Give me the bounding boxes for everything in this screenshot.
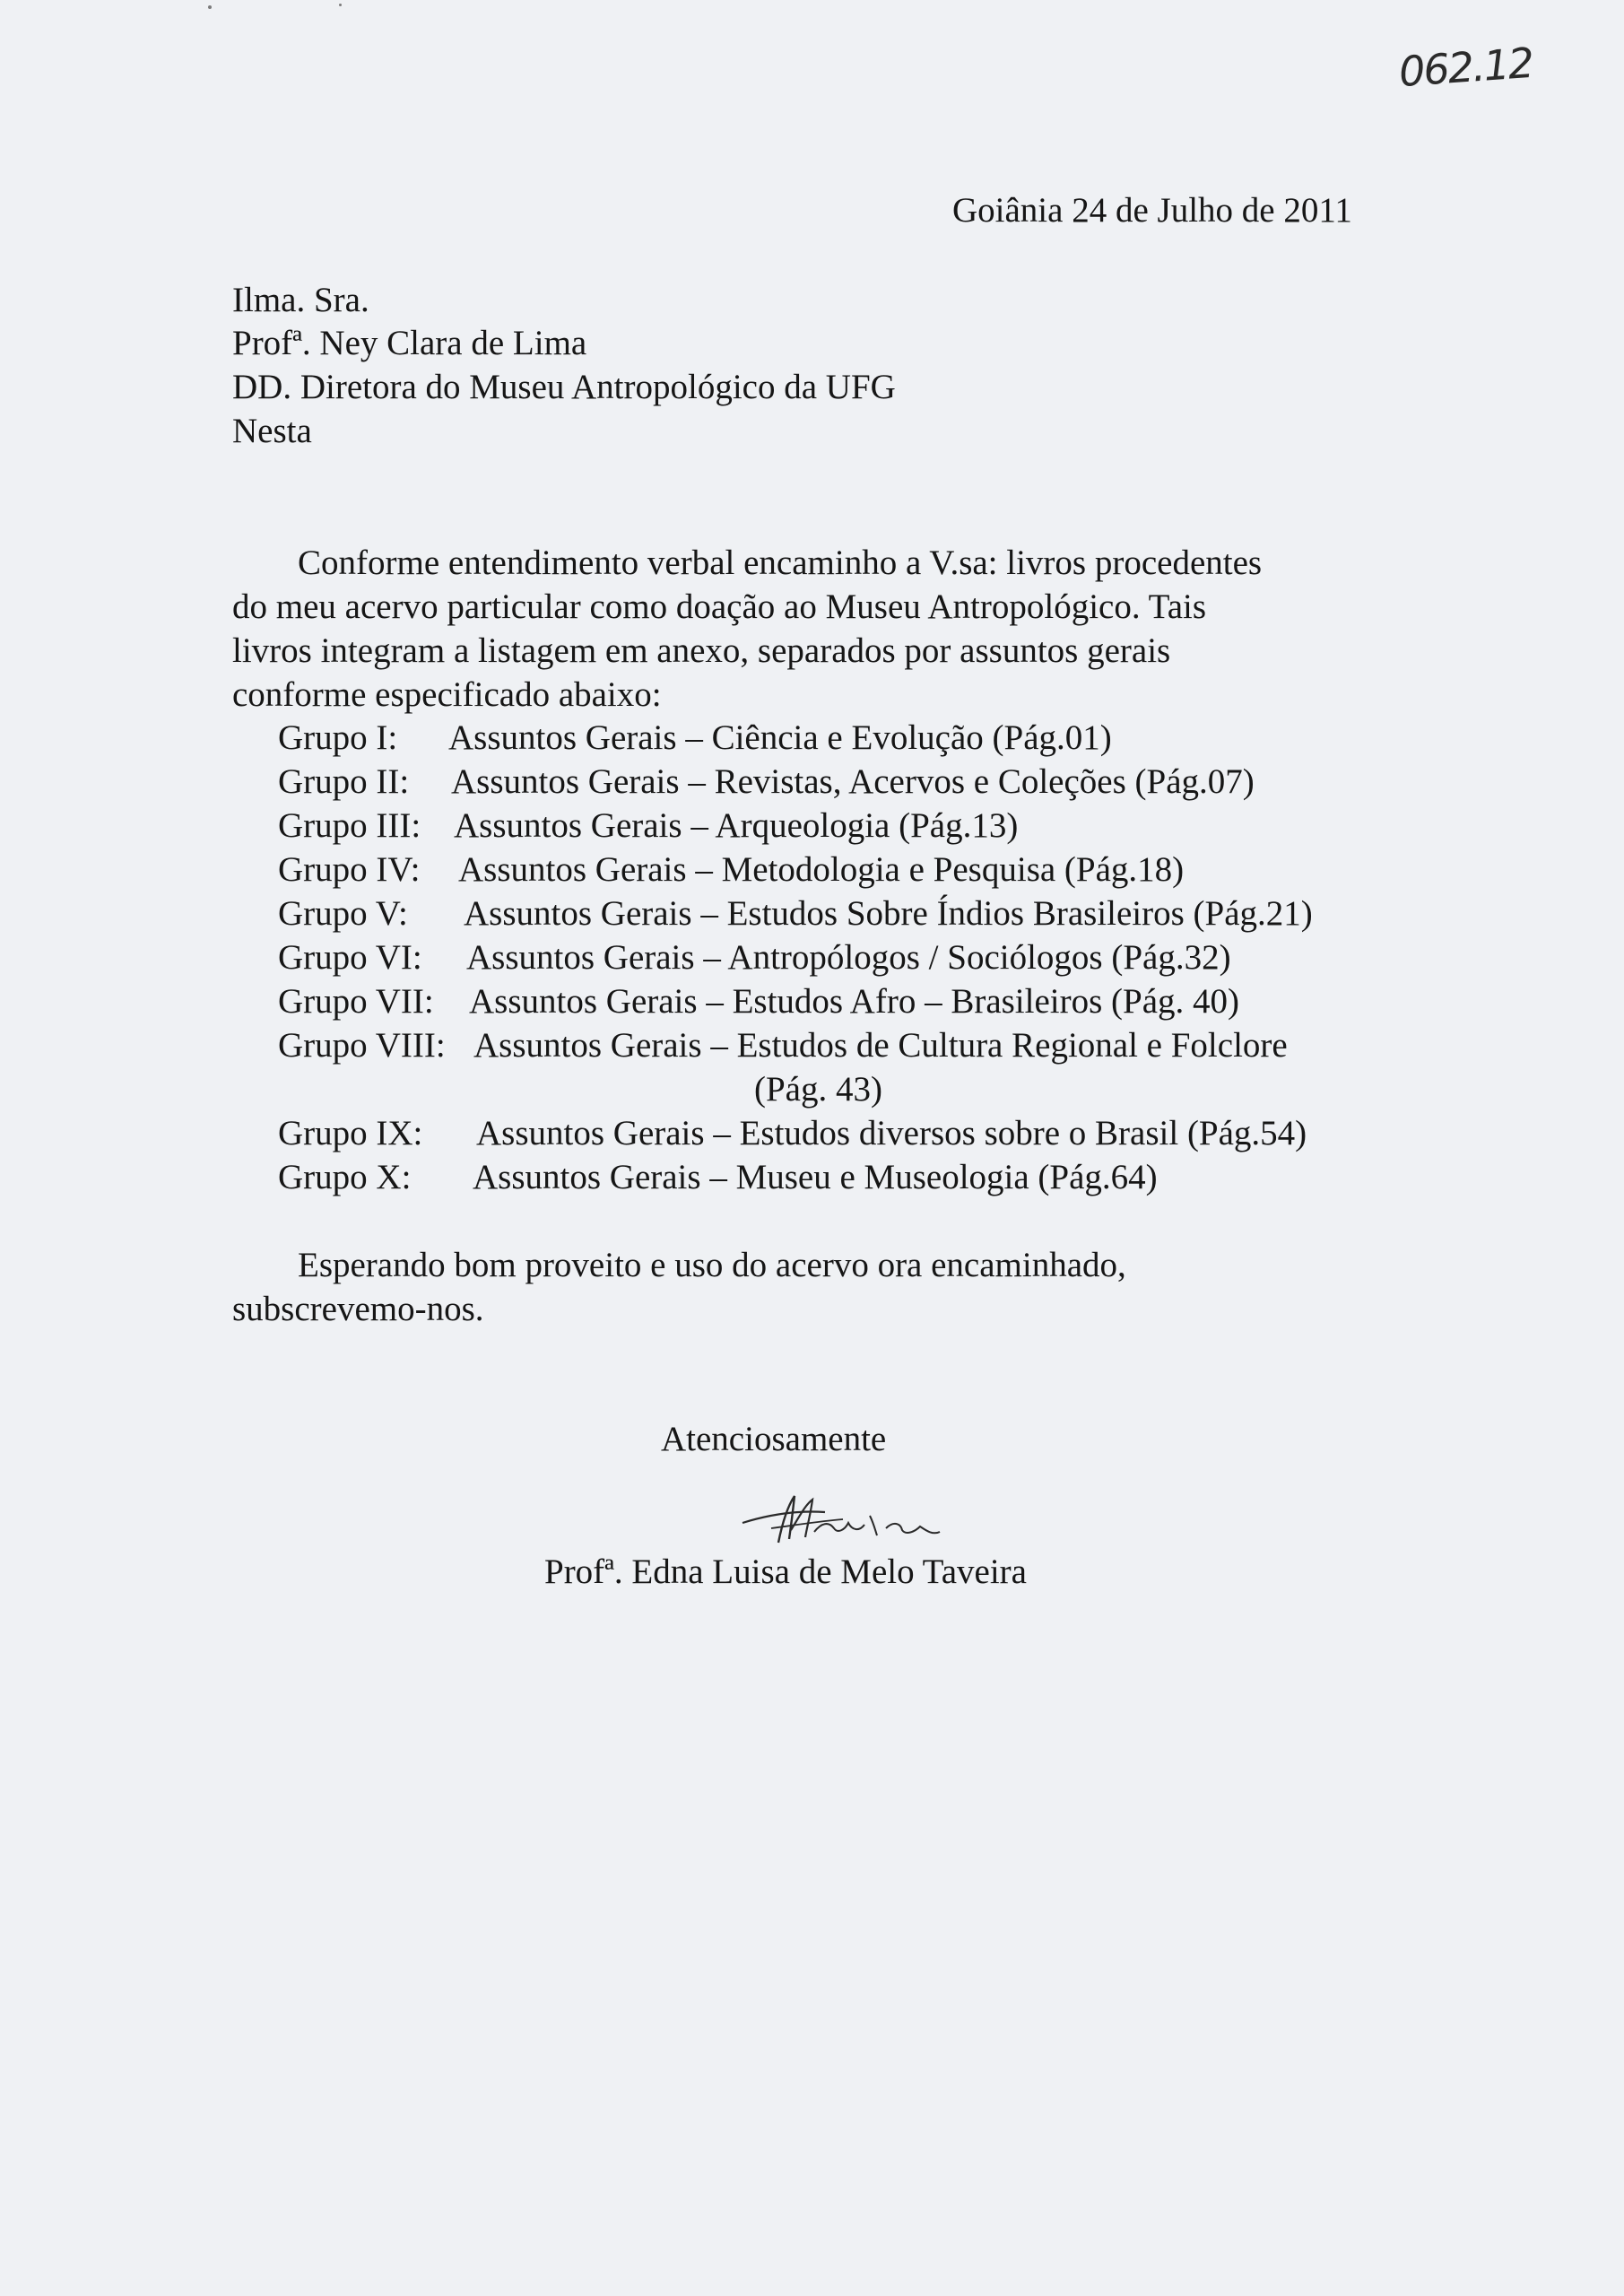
body-line: do meu acervo particular como doação ao Museu Antropológico. Tais: [232, 587, 1207, 626]
group-description: Assuntos Gerais – Arqueologia (Pág.13): [454, 806, 1019, 845]
group-label: Grupo IV:: [278, 850, 421, 889]
group-label: Grupo III:: [278, 806, 421, 845]
recipient-name: Profª. Ney Clara de Lima: [232, 324, 587, 362]
group-description-continued: (Pág. 43): [754, 1070, 882, 1109]
body-line: livros integram a listagem em anexo, separados por assuntos gerais: [232, 631, 1171, 670]
closing-line: subscrevemo-nos.: [232, 1290, 484, 1328]
date-line: Goiânia 24 de Julho de 2011: [952, 191, 1352, 230]
recipient-salutation: Ilma. Sra.: [232, 281, 369, 319]
body-line: Conforme entendimento verbal encaminho a V.sa: livros procedentes: [298, 544, 1263, 582]
group-label: Grupo VIII:: [278, 1026, 446, 1065]
group-label: Grupo X:: [278, 1158, 412, 1196]
salutation: Atenciosamente: [661, 1420, 887, 1458]
group-description: Assuntos Gerais – Museu e Museologia (Pág.64): [473, 1158, 1158, 1196]
archive-page-number: 062.12: [1397, 38, 1534, 97]
body-line: conforme especificado abaixo:: [232, 675, 662, 714]
group-description: Assuntos Gerais – Estudos diversos sobre o Brasil (Pág.54): [476, 1114, 1307, 1152]
group-label: Grupo IX:: [278, 1114, 423, 1152]
group-label: Grupo I:: [278, 718, 398, 757]
signer-name: Profª. Edna Luisa de Melo Taveira: [544, 1552, 1027, 1591]
group-description: Assuntos Gerais – Metodologia e Pesquisa (Pág.18): [458, 850, 1185, 889]
recipient-title: DD. Diretora do Museu Antropológico da UFG: [232, 368, 896, 406]
group-label: Grupo VII:: [278, 982, 434, 1021]
scan-speck: [339, 4, 342, 6]
handwritten-signature: [735, 1480, 951, 1552]
group-description: Assuntos Gerais – Revistas, Acervos e Coleções (Pág.07): [451, 762, 1255, 801]
group-description: Assuntos Gerais – Estudos de Cultura Regional e Folclore: [473, 1026, 1288, 1065]
group-label: Grupo V:: [278, 894, 408, 933]
group-label: Grupo II:: [278, 762, 410, 801]
closing-line: Esperando bom proveito e uso do acervo ora encaminhado,: [298, 1246, 1126, 1284]
group-label: Grupo VI:: [278, 938, 422, 977]
group-description: Assuntos Gerais – Ciência e Evolução (Pág.01): [448, 718, 1112, 757]
recipient-location: Nesta: [232, 412, 312, 450]
scan-speck: [208, 5, 212, 9]
group-description: Assuntos Gerais – Estudos Afro – Brasileiros (Pág. 40): [469, 982, 1240, 1021]
group-description: Assuntos Gerais – Estudos Sobre Índios Brasileiros (Pág.21): [464, 894, 1313, 933]
group-description: Assuntos Gerais – Antropólogos / Sociólogos (Pág.32): [466, 938, 1231, 977]
